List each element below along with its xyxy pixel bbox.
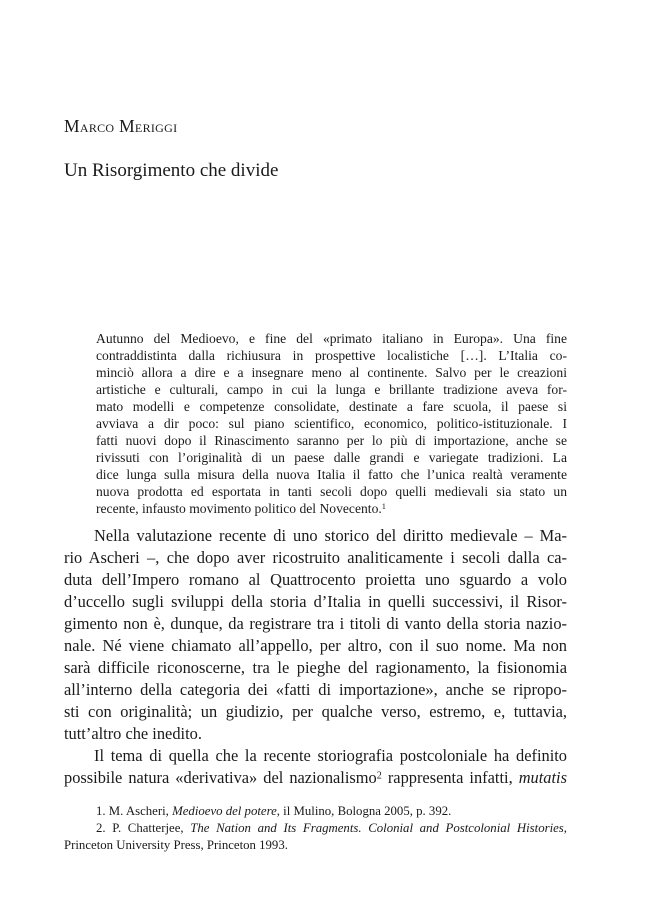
quote-line: fatti nuovi dopo il Rinascimento saranno per lo più di importazione, anche se <box>96 433 567 448</box>
body-line: rio Ascheri –, che dopo aver ricostruito analiticamente i secoli dalla ca- <box>64 548 567 567</box>
body-line: nale. Né viene chiamato all’appello, per altro, con il suo nome. Ma non <box>64 636 567 655</box>
body-line <box>64 767 567 789</box>
footnote-title: Medioevo del potere <box>172 804 277 818</box>
body-line: duta dell’Impero romano al Quattrocento proietta uno sguardo a volo <box>64 570 567 589</box>
footnote-text: , <box>563 821 567 835</box>
quote-line: dice lunga sulla misura della nuova Italia il fatto che l’unica realtà veramente <box>96 467 567 482</box>
quote-line: mato modelli e competenze consolidate, destinate a fare scuola, il paese si <box>96 399 567 414</box>
footnote-2 <box>96 820 567 837</box>
body-line-text: rappresenta infatti, <box>381 768 519 787</box>
footnote-text: , il Mulino, Bologna 2005, p. 392. <box>276 804 452 818</box>
body-line: d’uccello sugli sviluppi della storia d’Italia in quelli successivi, il Risor- <box>64 592 567 611</box>
footnote-text: 2. P. Chatterjee, <box>96 821 191 835</box>
quote-line: contraddistinta dalla richiusura in prospettive localistiche […]. L’Italia co- <box>96 348 567 363</box>
body-line: Nella valutazione recente di uno storico del diritto medievale – Ma- <box>94 526 567 545</box>
footnote-reference: 1 <box>381 501 386 512</box>
author-name: Marco Meriggi <box>64 116 178 136</box>
body-line: gimento non è, dunque, da registrare tra i titoli di vanto della storia nazio- <box>64 614 567 633</box>
quote-line <box>96 500 567 517</box>
quote-line: avviava a dir poco: sul piano scientifico, economico, politico-istituzionale. I <box>96 416 567 431</box>
quote-line-text: recente, infausto movimento politico del Novecento. <box>96 501 382 516</box>
footnote-title: The Nation and Its Fragments. Colonial and Postcolonial Histories <box>190 821 564 835</box>
body-line: Il tema di quella che la recente storiografia postcoloniale ha definito <box>94 746 567 765</box>
body-line-text: possibile natura «derivativa» del nazionalismo <box>64 768 377 787</box>
chapter-title: Un Risorgimento che divide <box>64 160 279 181</box>
footnote-1 <box>96 803 556 820</box>
quote-line: artistiche e culturali, campo in cui la lunga e brillante tradizione aveva for- <box>96 382 567 397</box>
quote-line: nuova prodotta ed esportata in tanti secoli dopo quelli medievali sia stato un <box>96 484 567 499</box>
body-line: sti con originalità; un giudizio, per qualche verso, estremo, e, tuttavia, <box>64 702 567 721</box>
body-line: sarà difficile riconoscerne, tra le pieghe del ragionamento, la fisionomia <box>64 658 567 677</box>
quote-line: Autunno del Medioevo, e fine del «primato italiano in Europa». Una fine <box>96 331 567 346</box>
quote-line: rivissuti con l’originalità di un paese dalle grandi e variegate tradizioni. La <box>96 450 567 465</box>
footnote-reference: 2 <box>376 770 382 782</box>
body-line: all’interno della categoria dei «fatti di importazione», anche se ripropo- <box>64 680 567 699</box>
footnote-2-continuation: Princeton University Press, Princeton 1993. <box>64 838 288 852</box>
footnote-text: 1. M. Ascheri, <box>96 804 173 818</box>
italic-text: mutatis <box>518 768 567 787</box>
quote-line: minciò allora a dire e a insegnare meno al continente. Salvo per le creazioni <box>96 365 567 380</box>
body-line: tutt’altro che inedito. <box>64 724 202 743</box>
